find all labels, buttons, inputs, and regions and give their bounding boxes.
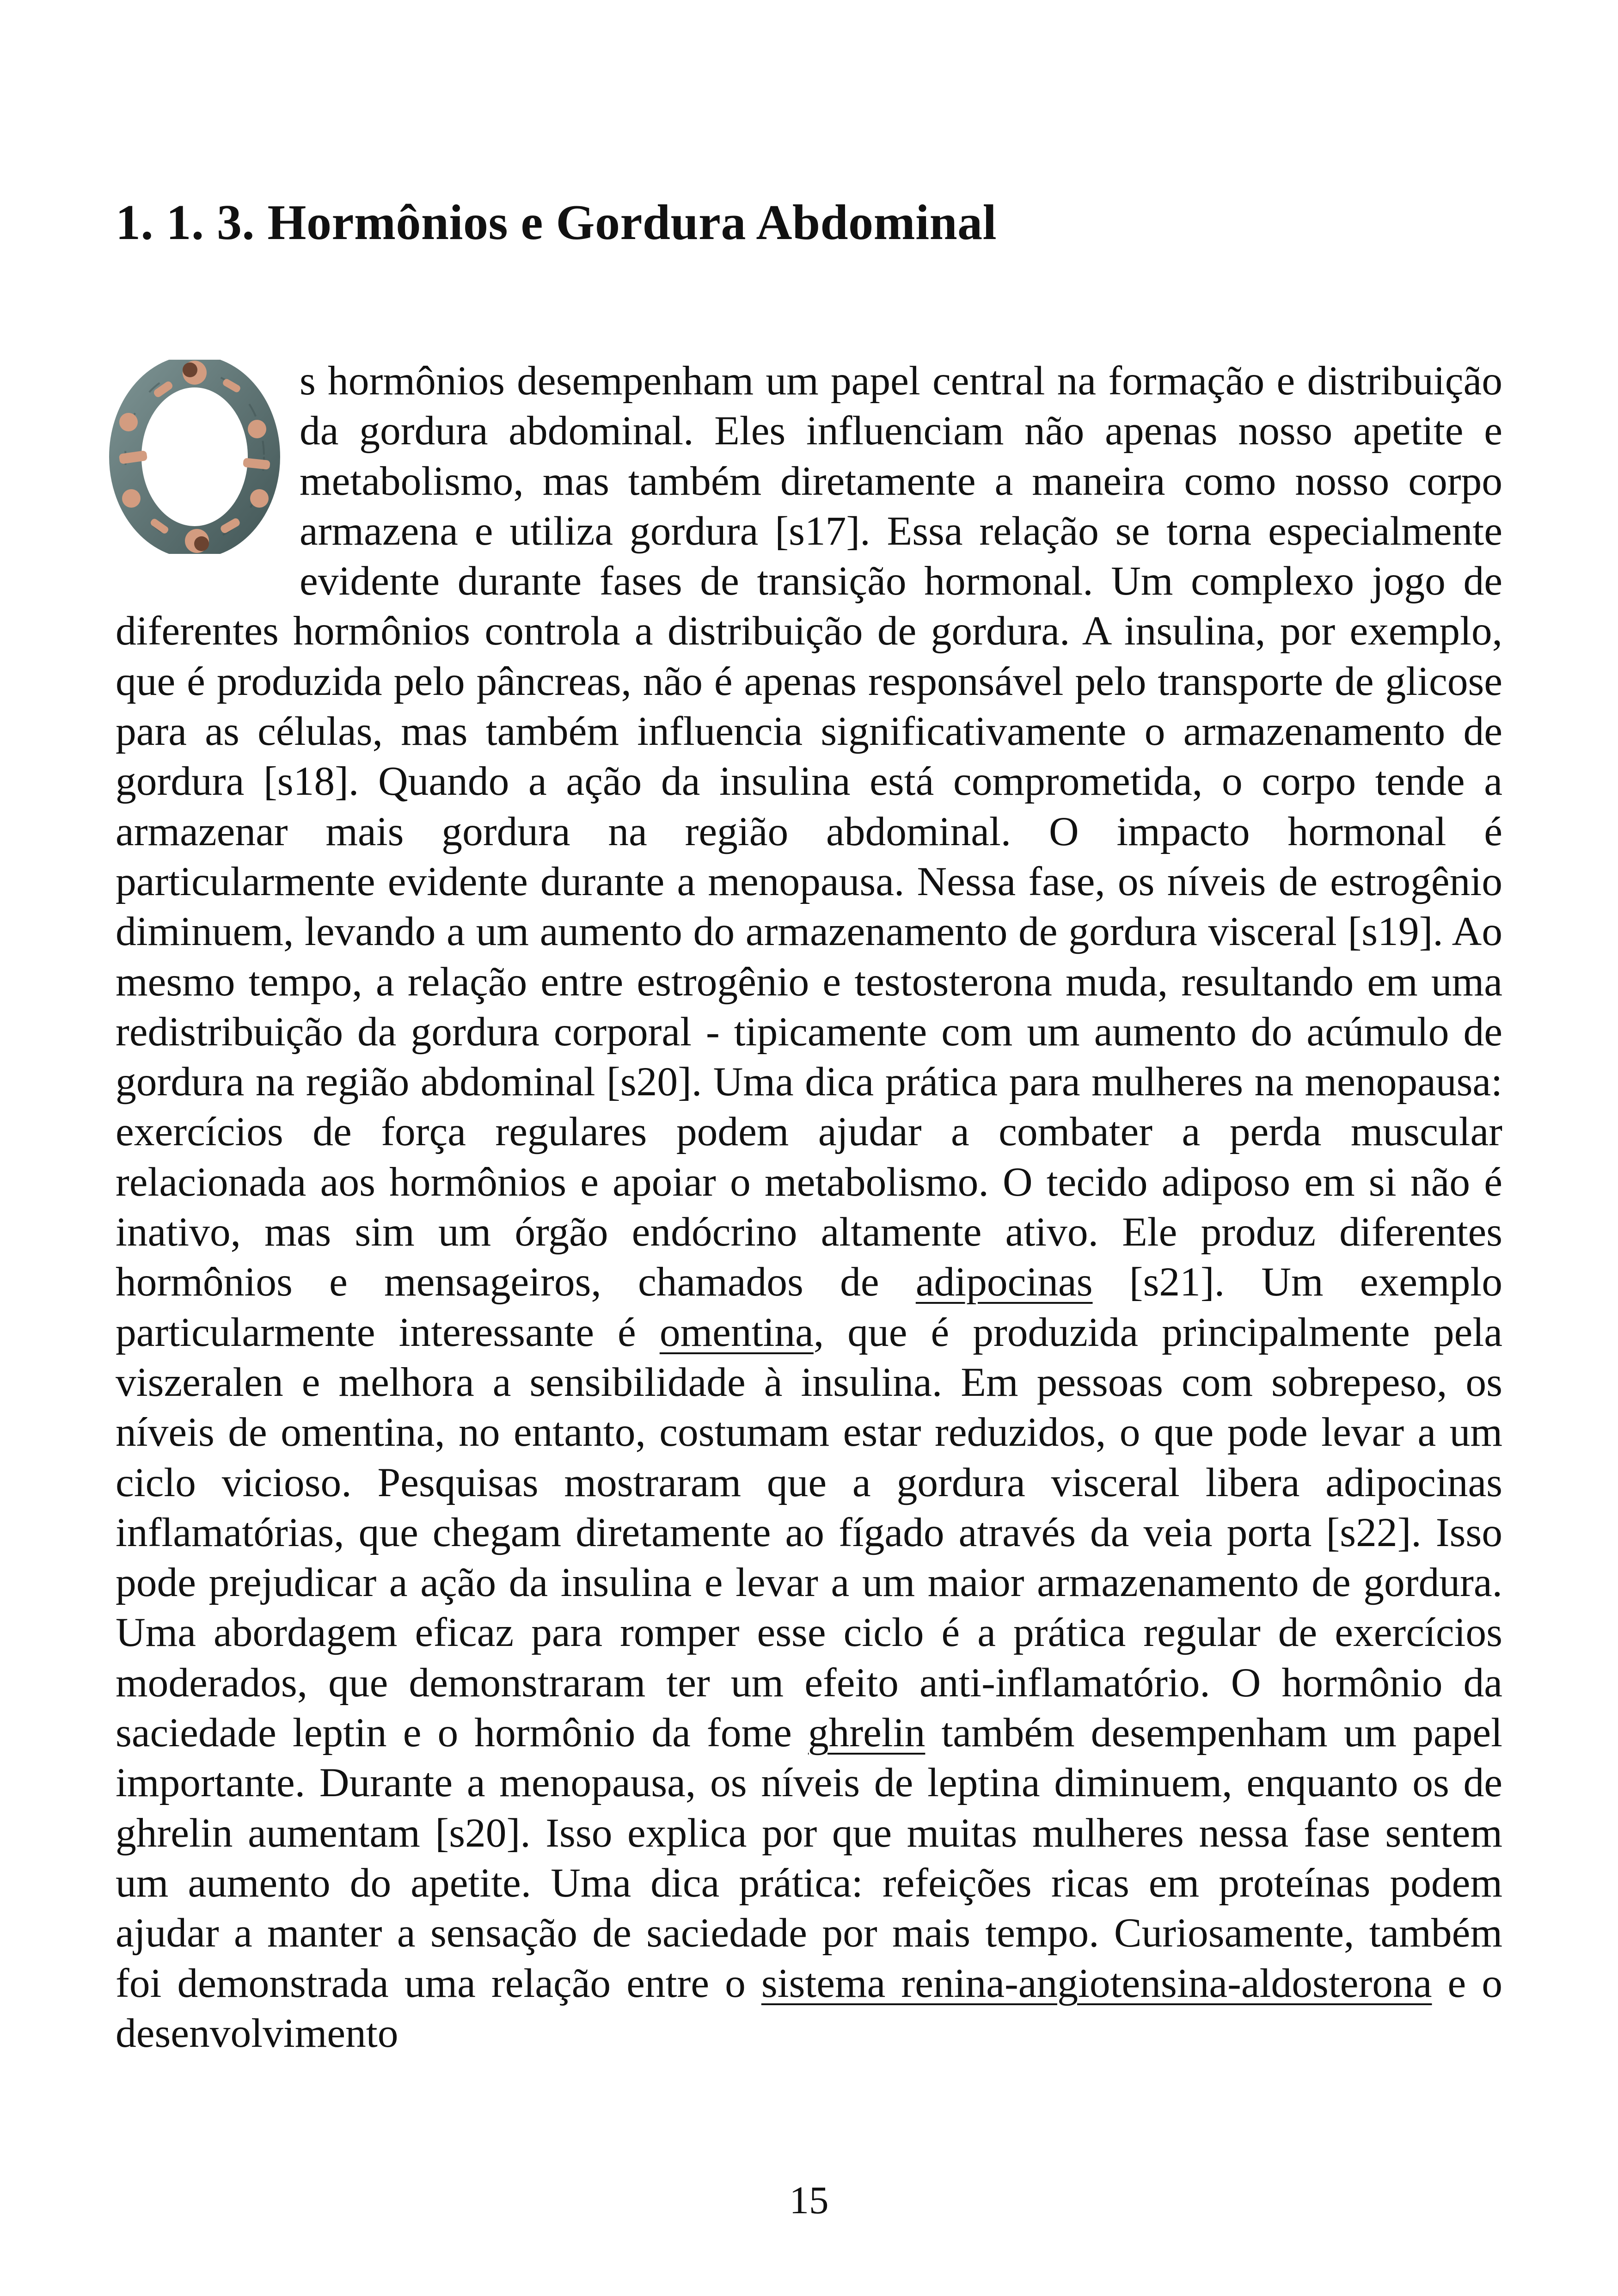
paragraph-text: , que é produzida principalmente pela viszeralen e melhora a sensibilidade à insulina. Em pessoas com sobrepeso, os níveis de omentina, no entanto, costumam estar reduzidos, o que pode levar a um ciclo vicioso. Pesquisas mostraram que a gordura visceral libera adipocinas inflamatórias, que chegam diretamente ao fígado através da veia porta [s22]. Isso pode prejudicar a ação da insulina e levar a um maior armazenamento de gordura. Uma abordagem eficaz para romper esse ciclo é a prática regular de exercícios moderados, que demonstraram ter um efeito anti-inflamatório. O hormônio da saciedade leptin e o hormônio da fome [116, 1309, 1502, 1756]
paragraph-text: [s21]. Um exemplo particularmente interessante é [116, 1259, 1502, 1355]
link-adipocinas[interactable]: adipocinas [915, 1259, 1093, 1305]
link-ghrelin[interactable]: ghrelin [808, 1710, 925, 1756]
body-text [116, 356, 1502, 2058]
drop-cap-letter-o [109, 360, 289, 559]
paragraph-text: também desempenham um papel importante. Durante a menopausa, os níveis de leptina diminuem, enquanto os de ghrelin aumentam [s20]. Isso explica por que muitas mulheres nessa fase sentem um aumento do apetite. Uma dica prática: refeições ricas em proteínas podem ajudar a manter a sensação de saciedade por mais tempo. Curiosamente, também foi demonstrada uma relação entre o [116, 1710, 1502, 2006]
illustrated-letter-o-figures-icon [109, 360, 280, 554]
paragraph-text: e o desenvolvimento [116, 1960, 1503, 2056]
section-heading: 1. 1. 3. Hormônios e Gordura Abdominal [116, 195, 997, 250]
paragraph-text: s hormônios desempenham um papel central na formação e distribuição da gordura abdominal. Eles influenciam não apenas nosso apetite e metabolismo, mas também diretamente a maneira como nosso corpo armazena e utiliza gordura [s17]. Essa relação se torna especialmente evidente durante fases de transição hormonal. Um complexo jogo de diferentes hormônios controla a distribuição de gordura. A insulina, por exemplo, que é produzida pelo pâncreas, não é apenas responsável pelo transporte de glicose para as células, mas também influencia significativamente o armazenamento de gordura [s18]. Quando a ação da insulina está comprometida, o corpo tende a armazenar mais gordura na região abdominal. O impacto hormonal é particularmente evidente durante a menopausa. Nessa fase, os níveis de estrogênio diminuem, levando a um aumento do armazenamento de gordura visceral [s19]. Ao mesmo tempo, a relação entre estrogênio e testosterona muda, resultando em uma redistribuição da gordura corporal - tipicamente com um aumento do acúmulo de gordura na região abdominal [s20]. Uma dica prática para mulheres na menopausa: exercícios de força regulares podem ajudar a combater a perda muscular relacionada aos hormônios e apoiar o metabolismo. O tecido adiposo em si não é inativo, mas sim um órgão endócrino altamente ativo. Ele produz diferentes hormônios e mensageiros, chamados de [116, 358, 1502, 1305]
page-number: 15 [789, 2179, 829, 2222]
link-omentina[interactable]: omentina [659, 1309, 814, 1355]
link-sistema-renina-angiotensina-aldosterona[interactable]: sistema renina-angiotensina-aldosterona [761, 1960, 1432, 2006]
